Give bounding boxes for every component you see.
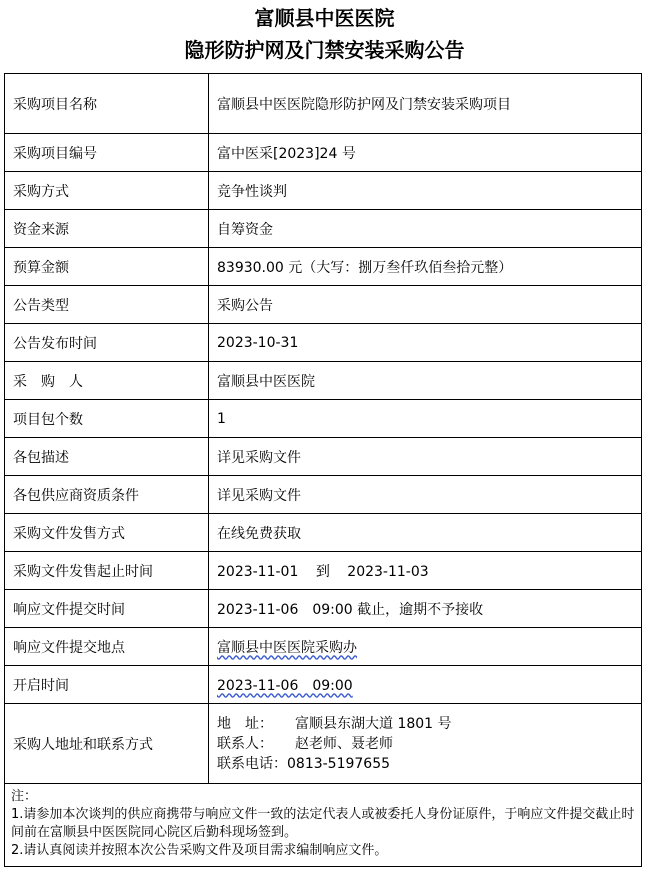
table-row — [5, 286, 642, 324]
contact-info — [209, 704, 642, 784]
table-row — [5, 362, 642, 400]
procurement-info-table — [4, 73, 642, 867]
table-row — [5, 552, 642, 590]
hospital-name: 富顺县中医医院 — [254, 6, 395, 30]
row-value: 富顺县中医医院隐形防护网及门禁安装采购项目 — [209, 74, 642, 134]
row-label: 响应文件提交地点 — [5, 628, 209, 666]
row-value: 在线免费获取 — [209, 514, 642, 552]
table-row — [5, 476, 642, 514]
date-range-separator: 到 — [315, 563, 330, 580]
sale-start-date: 2023-11-01 — [217, 563, 299, 580]
announcement-header — [0, 0, 649, 66]
table-row — [5, 590, 642, 628]
contact-person-line — [217, 734, 633, 754]
submission-location: 富顺县中医医院采购办 — [217, 639, 357, 656]
address-value: 富顺县东湖大道 1801 号 — [295, 715, 452, 732]
row-label: 采购项目名称 — [5, 74, 209, 134]
contact-value: 赵老师、聂老师 — [295, 735, 393, 752]
row-value: 详见采购文件 — [209, 476, 642, 514]
row-label: 采购项目编号 — [5, 134, 209, 172]
row-value: 采购公告 — [209, 286, 642, 324]
phone-line — [217, 754, 633, 774]
opening-time: 2023-11-06 09:00 — [217, 677, 353, 694]
row-value: 1 — [209, 400, 642, 438]
row-value: 2023-11-06 09:00 截止，逾期不予接收 — [209, 590, 642, 628]
row-value — [209, 552, 642, 590]
row-label: 公告类型 — [5, 286, 209, 324]
row-label: 预算金额 — [5, 248, 209, 286]
row-value — [209, 628, 642, 666]
row-label: 响应文件提交时间 — [5, 590, 209, 628]
sale-end-date: 2023-11-03 — [347, 563, 429, 580]
row-value: 详见采购文件 — [209, 438, 642, 476]
row-label: 各包描述 — [5, 438, 209, 476]
notes-cell — [5, 784, 642, 867]
row-label: 采 购 人 — [5, 362, 209, 400]
row-label: 采购文件发售方式 — [5, 514, 209, 552]
row-value: 2023-10-31 — [209, 324, 642, 362]
row-label: 采购人地址和联系方式 — [5, 704, 209, 784]
row-value — [209, 666, 642, 704]
table-row — [5, 172, 642, 210]
row-label: 开启时间 — [5, 666, 209, 704]
address-key: 地 址： — [217, 715, 273, 732]
row-label: 采购文件发售起止时间 — [5, 552, 209, 590]
table-row — [5, 74, 642, 134]
contact-key: 联系人： — [217, 735, 273, 752]
announcement-title: 隐形防护网及门禁安装采购公告 — [184, 38, 465, 62]
table-row — [5, 514, 642, 552]
table-row — [5, 210, 642, 248]
row-label: 公告发布时间 — [5, 324, 209, 362]
row-label: 各包供应商资质条件 — [5, 476, 209, 514]
row-value: 竞争性谈判 — [209, 172, 642, 210]
table-row — [5, 400, 642, 438]
phone-value: 0813-5197655 — [287, 755, 391, 772]
row-label: 资金来源 — [5, 210, 209, 248]
note-item: 2.请认真阅读并按照本次公告采购文件及项目需求编制响应文件。 — [11, 843, 388, 858]
row-label: 项目包个数 — [5, 400, 209, 438]
row-value: 自筹资金 — [209, 210, 642, 248]
notes-heading: 注： — [11, 789, 38, 804]
row-label: 采购方式 — [5, 172, 209, 210]
table-row — [5, 704, 642, 784]
row-value: 83930.00 元（大写：捌万叁仟玖佰叁拾元整） — [209, 248, 642, 286]
notes-row — [5, 784, 642, 867]
table-row — [5, 666, 642, 704]
table-row — [5, 628, 642, 666]
row-value: 富中医采[2023]24 号 — [209, 134, 642, 172]
phone-key: 联系电话： — [217, 755, 287, 772]
address-line — [217, 714, 633, 734]
table-row — [5, 248, 642, 286]
table-row — [5, 324, 642, 362]
row-value: 富顺县中医医院 — [209, 362, 642, 400]
table-row — [5, 134, 642, 172]
table-row — [5, 438, 642, 476]
note-item: 1.请参加本次谈判的供应商携带与响应文件一致的法定代表人或被委托人身份证原件，于响应文件提交截止时间前在富顺县中医医院同心院区后勤科现场签到。 — [11, 807, 635, 840]
